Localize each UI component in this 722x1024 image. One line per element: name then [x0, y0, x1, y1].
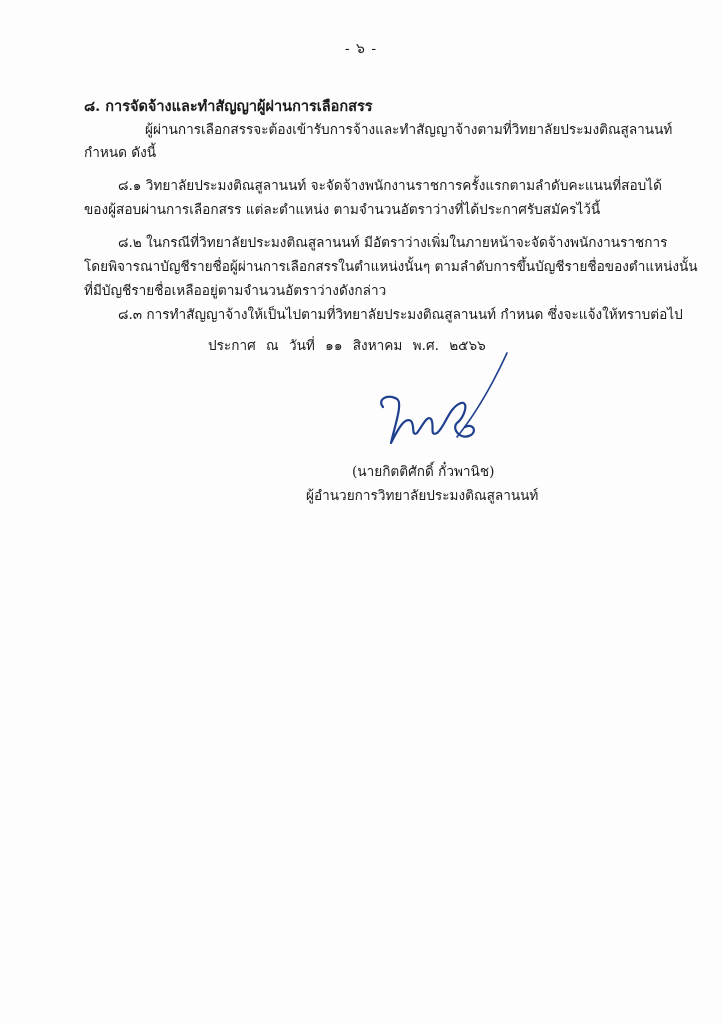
page-number: - ๖ - [344, 41, 378, 57]
clause-8-2-line-2: โดยพิจารณาบัญชีรายชื่อผู้ผ่านการเลือกสรรในตำแหน่งนั้นๆ ตามลำดับการขึ้นบัญชีรายชื่อของตำแหน่งนั้น [84, 259, 698, 275]
intro-line-1: ผู้ผ่านการเลือกสรรจะต้องเข้ารับการจ้างและทำสัญญาจ้างตามที่วิทยาลัยประมงติณสูลานนท์ [145, 122, 673, 138]
signature-body [381, 397, 474, 443]
signer-name: (นายกิตติศักดิ์ กั๋วพานิช) [352, 464, 495, 480]
announcement-date: ประกาศ ณ วันที่ ๑๑ สิงหาคม พ.ศ. ๒๕๖๖ [208, 338, 486, 354]
clause-8-3-line-1: ๘.๓ การทำสัญญาจ้างให้เป็นไปตามที่วิทยาลัยประมงติณสูลานนท์ กำหนด ซึ่งจะแจ้งให้ทราบต่อไป [118, 307, 683, 323]
clause-8-2-line-1: ๘.๒ ในกรณีที่วิทยาลัยประมงติณสูลานนท์ มีอัตราว่างเพิ่มในภายหน้าจะจัดจ้างพนักงานราชการ [118, 235, 668, 251]
signature-flourish [457, 353, 507, 437]
intro-line-2: กำหนด ดังนี้ [84, 145, 157, 161]
clause-8-2-line-3: ที่มีบัญชีรายชื่อเหลืออยู่ตามจำนวนอัตราว่างดังกล่าว [84, 283, 387, 299]
handwritten-signature [365, 345, 525, 460]
signer-position: ผู้อำนวยการวิทยาลัยประมงติณสูลานนท์ [306, 488, 539, 504]
section-heading: ๘. การจัดจ้างและทำสัญญาผู้ผ่านการเลือกสรร [84, 98, 373, 115]
clause-8-1-line-2: ของผู้สอบผ่านการเลือกสรร แต่ละตำแหน่ง ตามจำนวนอัตราว่างที่ได้ประกาศรับสมัครไว้นี้ [84, 202, 601, 218]
clause-8-1-line-1: ๘.๑ วิทยาลัยประมงติณสูลานนท์ จะจัดจ้างพนักงานราชการครั้งแรกตามลำดับคะแนนที่สอบได้ [118, 178, 662, 194]
